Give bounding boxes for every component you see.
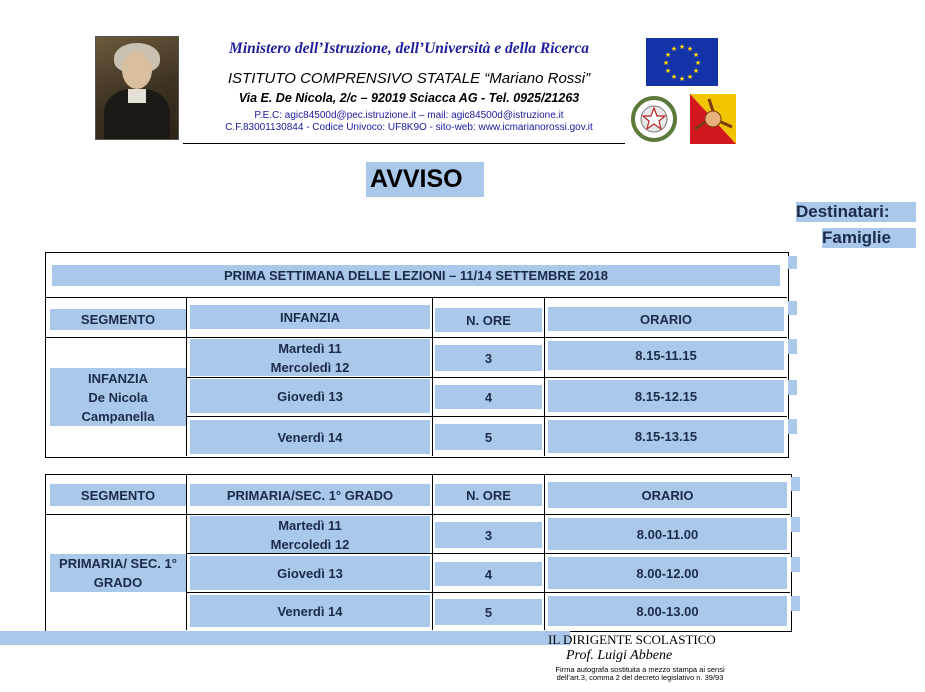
segment-cell [50,368,186,426]
day-label: Mercoledì 12 [270,536,350,552]
signature-note-line: dell’art.3, comma 2 del decreto legislativo n. 39/93 [556,673,724,682]
signature-note [540,666,740,682]
header-n-ore: N. ORE [435,308,542,332]
row-time: 8.00-13.00 [548,596,787,626]
svg-text:★: ★ [686,45,694,53]
eu-flag-icon [646,38,718,86]
header-primaria: PRIMARIA/SEC. 1° GRADO [190,484,430,506]
italian-emblem-icon [630,94,678,144]
recipients-label: Destinatari: [796,202,916,222]
row-hours: 3 [435,522,542,548]
svg-text:★: ★ [662,59,670,67]
header-segmento: SEGMENTO [50,484,186,506]
signature-role: IL DIRIGENTE SCOLASTICO [548,632,716,647]
contact-line: P.E.C: agic84500d@pec.istruzione.it – mail: agic84500d@istruzione.it [254,110,564,121]
row-hours: 5 [435,424,542,450]
row-hours: 4 [435,385,542,409]
row-days: Giovedì 13 [190,379,430,413]
svg-text:★: ★ [694,59,702,67]
day-label: Mercoledì 12 [270,359,350,375]
svg-text:★: ★ [664,67,672,75]
signature-name: Prof. Luigi Abbene [566,648,673,663]
segment-line: GRADO [93,575,143,590]
row-hours: 4 [435,562,542,586]
segment-line: Campanella [81,408,155,424]
row-days: Venerdì 14 [190,420,430,454]
day-label: Martedì 11 [278,340,342,356]
segment-cell [50,554,186,592]
svg-text:★: ★ [664,51,672,59]
svg-text:★: ★ [670,45,678,53]
day-label: Martedì 11 [278,517,342,533]
recipients-value: Famiglie [822,228,916,248]
school-address: Via E. De Nicola, 2/c – 92019 Sciacca AG - Tel. 0925/21263 [238,91,580,105]
svg-text:★: ★ [678,75,686,83]
ministry-name: Ministero dell’Istruzione, dell’Università e della Ricerca [229,40,589,57]
header-orario: ORARIO [548,307,784,331]
row-days [190,516,430,553]
fiscal-code-line: C.F.83001130844 - Codice Univoco: UF8K9O - sito-web: www.icmarianorossi.gov.it [225,122,593,133]
segment-line: PRIMARIA/ SEC. 1° [59,556,177,571]
svg-text:★: ★ [670,73,678,81]
highlight-strip [0,631,570,645]
segment-line: De Nicola [88,389,148,405]
row-days: Giovedì 13 [190,556,430,590]
header-n-ore: N. ORE [435,484,542,506]
row-time: 8.00-12.00 [548,557,787,589]
row-time: 8.15-11.15 [548,341,784,370]
row-time: 8.15-13.15 [548,420,784,453]
header-divider [183,143,625,144]
svg-text:★: ★ [692,67,700,75]
row-days [190,339,430,376]
row-time: 8.00-11.00 [548,518,787,550]
sicily-flag-icon [690,94,736,144]
signature-note-line: Firma autografa sostituita a mezzo stampa ai sensi [555,665,725,674]
row-time: 8.15-12.15 [548,380,784,412]
svg-text:★: ★ [686,73,694,81]
notice-title: AVVISO [366,162,484,197]
segment-line: INFANZIA [88,370,148,386]
row-hours: 3 [435,345,542,371]
svg-text:★: ★ [678,43,686,51]
row-hours: 5 [435,599,542,625]
header-infanzia: INFANZIA [190,305,430,329]
row-days: Venerdì 14 [190,595,430,627]
header-segmento: SEGMENTO [50,309,186,330]
header-orario: ORARIO [548,482,787,508]
table1-title: PRIMA SETTIMANA DELLE LEZIONI – 11/14 SETTEMBRE 2018 [52,265,780,286]
portrait-image [95,36,179,140]
school-name: ISTITUTO COMPRENSIVO STATALE “Mariano Rossi” [227,70,591,87]
svg-text:★: ★ [692,51,700,59]
